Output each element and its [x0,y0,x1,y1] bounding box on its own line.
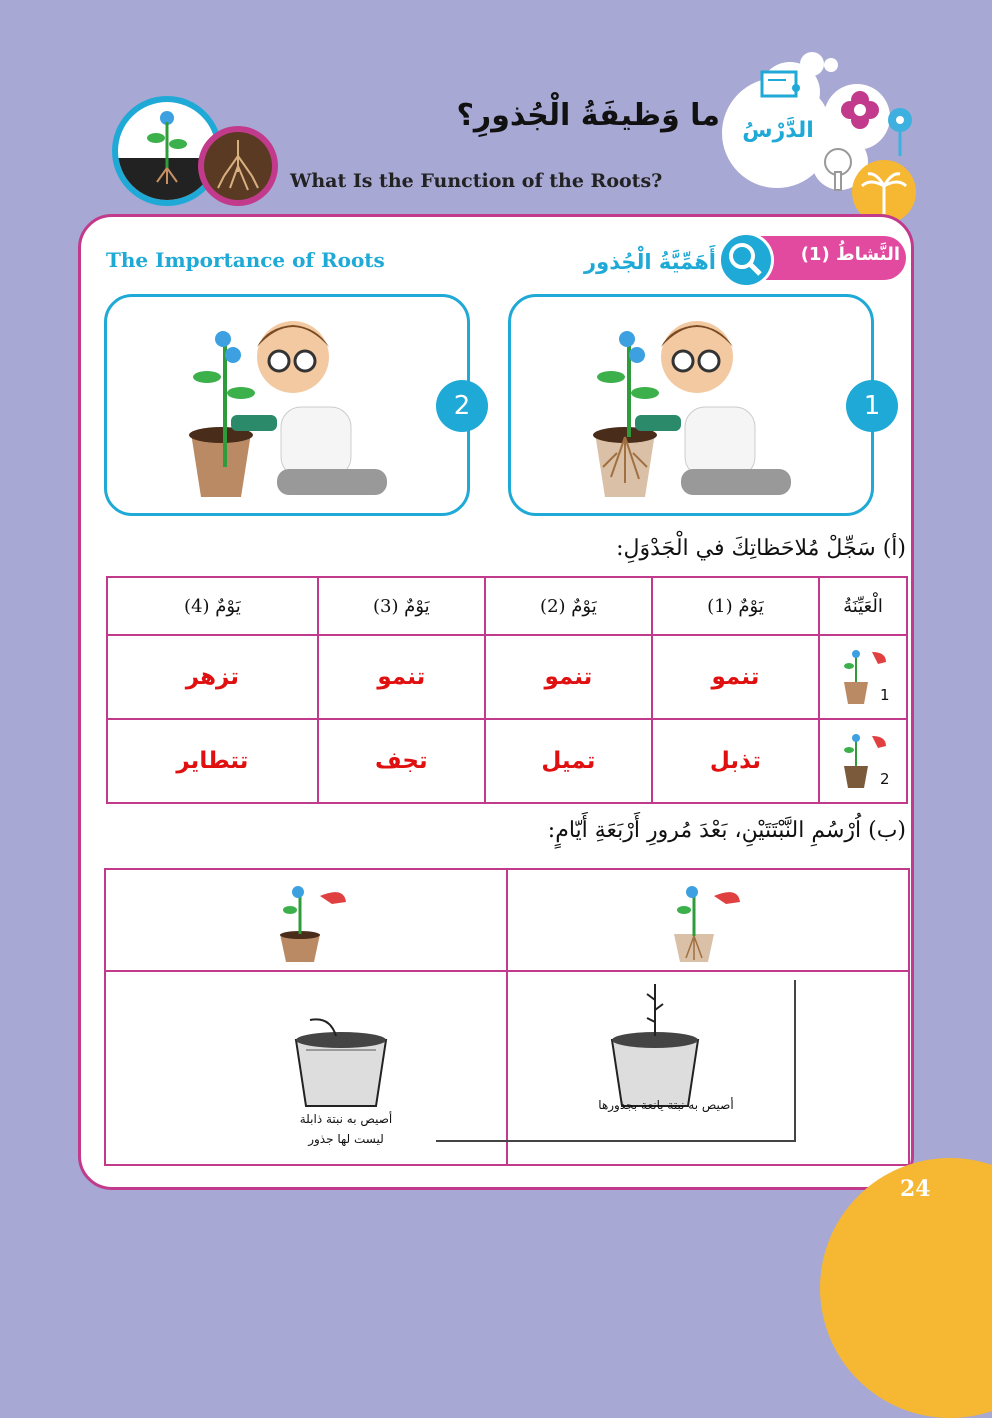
plant-sample-2-icon [274,880,354,964]
activity-title-ar: أَهَمِّيَّةُ الْجُذور [584,250,716,274]
header-sample: الْعَيِّنَةُ [819,577,907,635]
picture-box-1 [508,294,874,516]
observation-cell[interactable]: تميل [485,719,652,803]
header-day-1: يَوْمٌ (1) [652,577,819,635]
caption-wilted-line-2: ليست لها جذور [308,1132,384,1146]
sample-number: 2 [880,770,890,788]
observation-cell[interactable]: تنمو [485,635,652,719]
root-photo [204,132,272,200]
part-b-instruction: (ب) اُرْسُمِ النَّبْتَتَيْنِ، بَعْدَ مُرورِ أَرْبَعَةِ أَيّامٍ: [547,818,906,843]
activity-label: النَّشاطُ (1) [800,244,900,265]
sample-number: 1 [880,686,890,704]
sample-cell [819,719,907,803]
drawing-area [104,868,910,1166]
observation-cell[interactable]: تنمو [652,635,819,719]
caption-wilted-line-1: أصيص به نبتة ذابلة [299,1112,393,1126]
drawn-pot-wilted [286,1010,406,1110]
observation-table [106,576,908,804]
caption-healthy: أصيص به نبتة يانعة بجذورها [598,1098,734,1112]
activity-title-en: The Importance of Roots [106,248,385,272]
boy-planting-with-roots-illustration [511,297,871,513]
observation-cell[interactable]: تذبل [652,719,819,803]
picture-box-2 [104,294,470,516]
page-number: 24 [900,1176,931,1202]
boy-planting-illustration [107,297,467,513]
observation-cell[interactable]: تزهر [107,635,318,719]
plant-sample-1-icon [668,880,748,964]
bubble-decoration [824,58,838,72]
sample-cell [819,635,907,719]
blue-flower-icon [880,104,920,158]
header-day-3: يَوْمٌ (3) [318,577,485,635]
teacher-board-icon [760,70,804,106]
lesson-title-en: What Is the Function of the Roots? [290,170,663,192]
palm-tree-icon [858,166,910,218]
picture-number-1: 1 [846,380,898,432]
observation-cell[interactable]: تجف [318,719,485,803]
header-day-4: يَوْمٌ (4) [107,577,318,635]
flower-icon [836,86,884,134]
lesson-label: الدَّرْسُ [742,118,814,143]
part-a-instruction: (أ) سَجِّلْ مُلاحَظاتِكَ في الْجَدْوَلِ: [616,536,906,561]
header-day-2: يَوْمٌ (2) [485,577,652,635]
drawn-pot-healthy [602,980,712,1110]
table-header-row [107,577,907,635]
lesson-title-ar: ما وَظيفَةُ الْجُذورِ؟ [456,98,720,133]
picture-number-2: 2 [436,380,488,432]
observation-cell[interactable]: تتطاير [107,719,318,803]
table-row [107,719,907,803]
observation-cell[interactable]: تنمو [318,635,485,719]
table-row [107,635,907,719]
